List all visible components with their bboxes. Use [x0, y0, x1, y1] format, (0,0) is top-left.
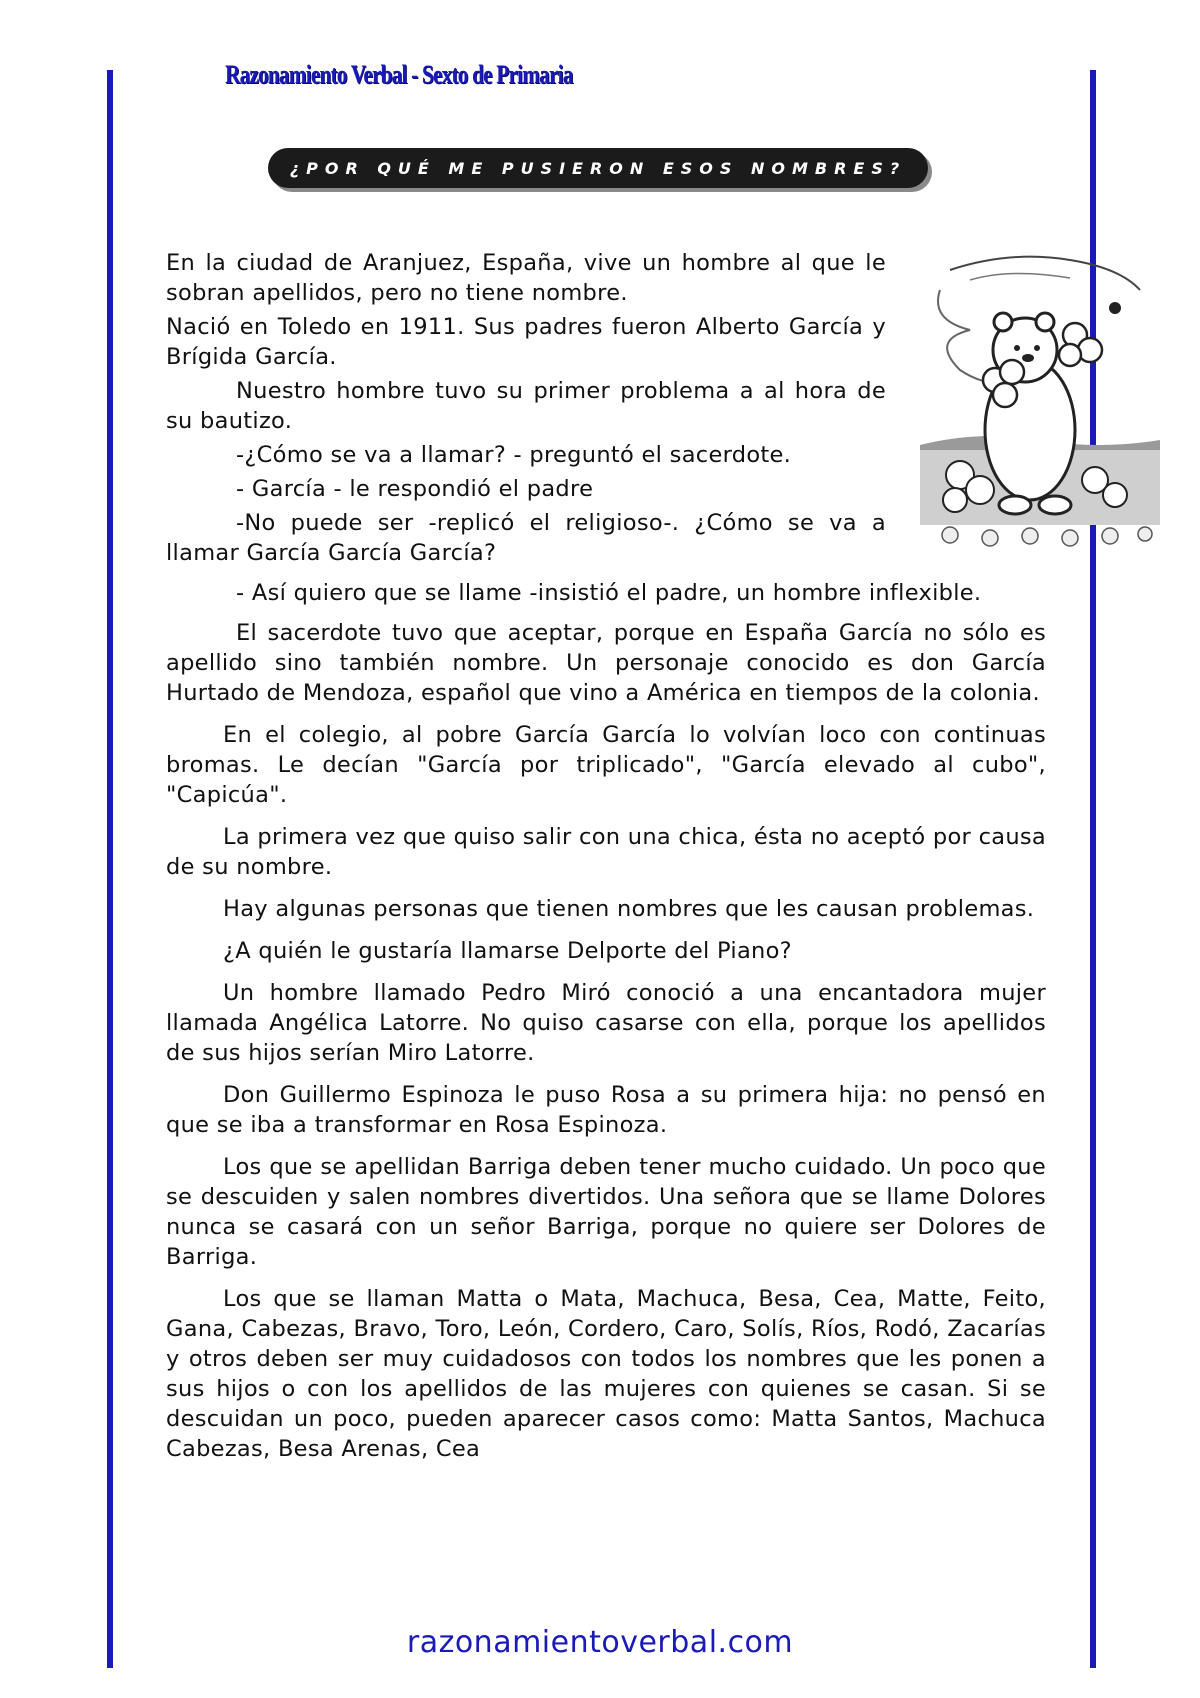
- dialogue-line: -¿Cómo se va a llamar? - preguntó el sacerdote.: [236, 442, 792, 468]
- winnie-the-pooh-illustration-icon: [920, 250, 1160, 560]
- paragraph: Nació en Toledo en 1911. Sus padres fueron Alberto García y Brígida García.: [166, 314, 886, 370]
- page-header-title: Razonamiento Verbal - Sexto de Primaria: [225, 60, 573, 89]
- paragraph: En la ciudad de Aranjuez, España, vive un hombre al que le sobran apellidos, pero no tiene nombre.: [166, 250, 886, 306]
- paragraph: Hay algunas personas que tienen nombres que les causan problemas.: [223, 896, 1035, 922]
- paragraph: ¿A quién le gustaría llamarse Delporte del Piano?: [223, 938, 792, 964]
- paragraph: Un hombre llamado Pedro Miró conoció a una encantadora mujer llamada Angélica Latorre. No quiso casarse con ella, porque los apellidos de sus hijos serían Miro Latorre.: [166, 980, 1046, 1066]
- left-border-line: [107, 70, 113, 1668]
- paragraph: La primera vez que quiso salir con una chica, ésta no aceptó por causa de su nombre.: [166, 824, 1046, 880]
- intro-text: [166, 248, 1046, 568]
- body-text: [166, 578, 1046, 1464]
- dialogue-line: -No puede ser -replicó el religioso-. ¿Cómo se va a llamar García García García?: [166, 510, 886, 566]
- paragraph: Los que se apellidan Barriga deben tener mucho cuidado. Un poco que se descuiden y salen nombres divertidos. Una señora que se llame Dolores nunca se casará con un señor Barriga, porque no quiere ser Dolores de Barriga.: [166, 1154, 1046, 1270]
- banner-title: ¿POR QUÉ ME PUSIERON ESOS NOMBRES?: [289, 158, 907, 178]
- dialogue-line: - Así quiero que se llame -insistió el padre, un hombre inflexible.: [236, 580, 982, 606]
- paragraph: Los que se llaman Matta o Mata, Machuca, Besa, Cea, Matte, Feito, Gana, Cabezas, Bravo, Toro, León, Cordero, Caro, Solís, Ríos, Rodó, Zacarías y otros deben ser muy cuidadosos con todos los nombres que les ponen a sus hijos o con los apellidos de las mujeres con quienes se casan. Si se descuidan un poco, pueden aparecer casos como: Matta Santos, Machuca Cabezas, Besa Arenas, Cea: [166, 1286, 1046, 1462]
- title-banner: [268, 148, 928, 188]
- paragraph: Nuestro hombre tuvo su primer problema a al hora de su bautizo.: [166, 378, 886, 434]
- paragraph: Don Guillermo Espinoza le puso Rosa a su primera hija: no pensó en que se iba a transformar en Rosa Espinoza.: [166, 1082, 1046, 1138]
- dialogue-line: - García - le respondió el padre: [236, 476, 594, 502]
- footer-url: razonamientoverbal.com: [406, 1625, 794, 1660]
- paragraph: En el colegio, al pobre García García lo volvían loco con continuas bromas. Le decían "García por triplicado", "García elevado al cubo", "Capicúa".: [166, 722, 1046, 808]
- paragraph: El sacerdote tuvo que aceptar, porque en España García no sólo es apellido sino también nombre. Un personaje conocido es don García Hurtado de Mendoza, español que vino a América en tiempos de la colonia.: [166, 620, 1046, 706]
